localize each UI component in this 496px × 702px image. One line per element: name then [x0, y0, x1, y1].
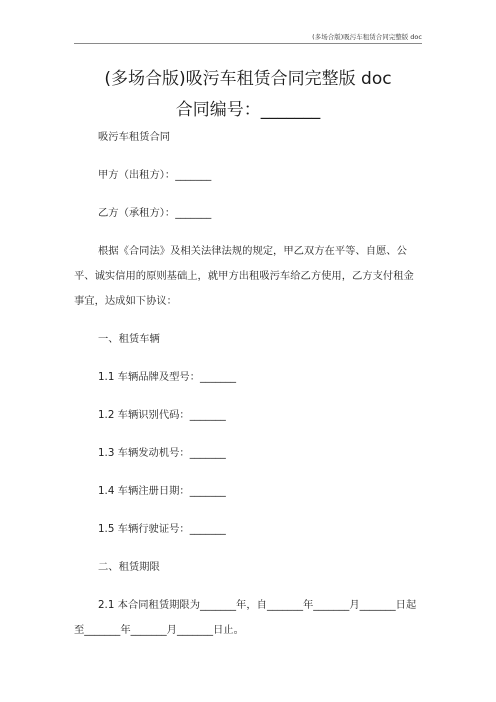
running-header: (多场合版)吸污车租赁合同完整版 doc — [312, 33, 422, 41]
clause-1-3: 1.3 车辆发动机号：_______ — [98, 447, 226, 459]
clause-1-5: 1.5 车辆行驶证号：_______ — [98, 523, 226, 535]
contract-heading: 吸污车租赁合同 — [98, 131, 171, 143]
header-divider — [74, 43, 422, 44]
document-title: (多场合版)吸污车租赁合同完整版 doc — [104, 69, 392, 89]
clause-1-2: 1.2 车辆识别代码：_______ — [98, 409, 226, 421]
clause-1-4: 1.4 车辆注册日期：_______ — [98, 485, 226, 497]
section-heading-vehicle: 一、租赁车辆 — [98, 333, 160, 345]
clause-2-1: 2.1 本合同租赁期限为_______年，自_______年_______月_______日起至_______年_______月_______日止。 — [74, 599, 417, 636]
clause-1-1: 1.1 车辆品牌及型号：_______ — [98, 371, 237, 383]
contract-number: 合同编号：_______ — [175, 100, 321, 120]
section-heading-term: 二、租赁期限 — [98, 561, 160, 573]
party-b-line: 乙方（承租方）：_______ — [98, 207, 212, 219]
preamble-paragraph: 根据《合同法》及相关法律法规的规定，甲乙双方在平等、自愿、公平、诚实信用的原则基础上，就甲方出租吸污车给乙方使用，乙方支付租金事宜，达成如下协议： — [74, 245, 414, 307]
document-body — [74, 125, 422, 656]
party-a-line: 甲方（出租方）：_______ — [98, 169, 212, 181]
